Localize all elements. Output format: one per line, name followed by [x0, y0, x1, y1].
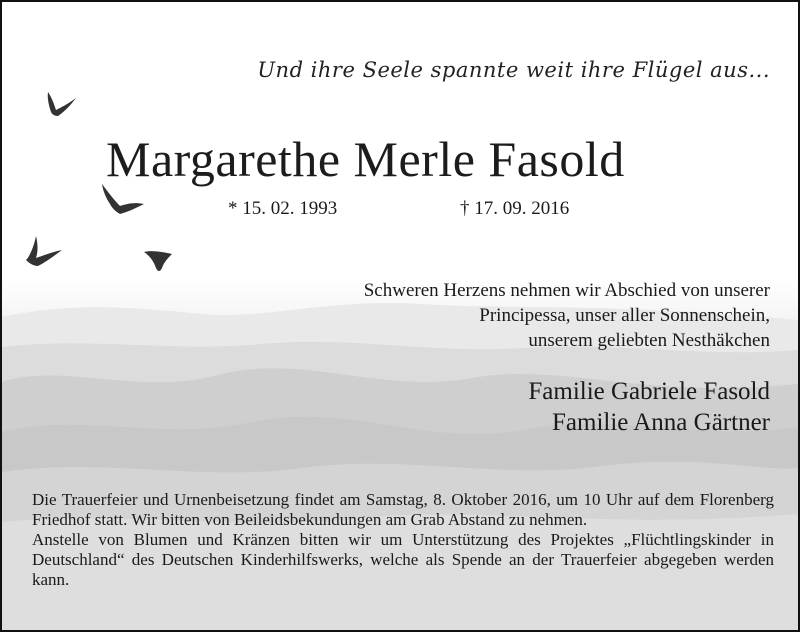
- family-name: Familie Gabriele Fasold: [528, 378, 770, 405]
- bird-icon: [42, 90, 80, 120]
- message-line: Schweren Herzens nehmen wir Abschied von unserer: [363, 280, 770, 301]
- mourning-families: [528, 376, 770, 438]
- death-date: † 17. 09. 2016: [460, 198, 570, 219]
- deceased-name: Margarethe Merle Fasold: [106, 131, 625, 187]
- family-name: Familie Anna Gärtner: [552, 409, 770, 436]
- ceremony-details: [32, 490, 774, 590]
- bird-icon: [24, 234, 64, 268]
- motto-quote: Und ihre Seele spannte weit ihre Flügel aus...: [257, 58, 770, 82]
- birth-date: * 15. 02. 1993: [228, 198, 338, 219]
- bird-icon: [142, 248, 176, 274]
- message-line: Principessa, unser aller Sonnenschein,: [479, 305, 770, 326]
- donation-paragraph: Anstelle von Blumen und Kränzen bitten wir um Unterstützung des Projektes „Flüchtlingskinder in Deutschland“ des Deutschen Kinderhilfswerks, welche als Spende an der Trauerfeier abgegeben werden kann.: [32, 530, 774, 589]
- ceremony-paragraph: Die Trauerfeier und Urnenbeisetzung findet am Samstag, 8. Oktober 2016, um 10 Uhr auf dem Florenberg Friedhof statt. Wir bitten von Beileidsbekundungen am Grab Abstand zu nehmen.: [32, 490, 774, 529]
- farewell-message: [364, 278, 770, 353]
- message-line: unserem geliebten Nesthäkchen: [528, 330, 770, 351]
